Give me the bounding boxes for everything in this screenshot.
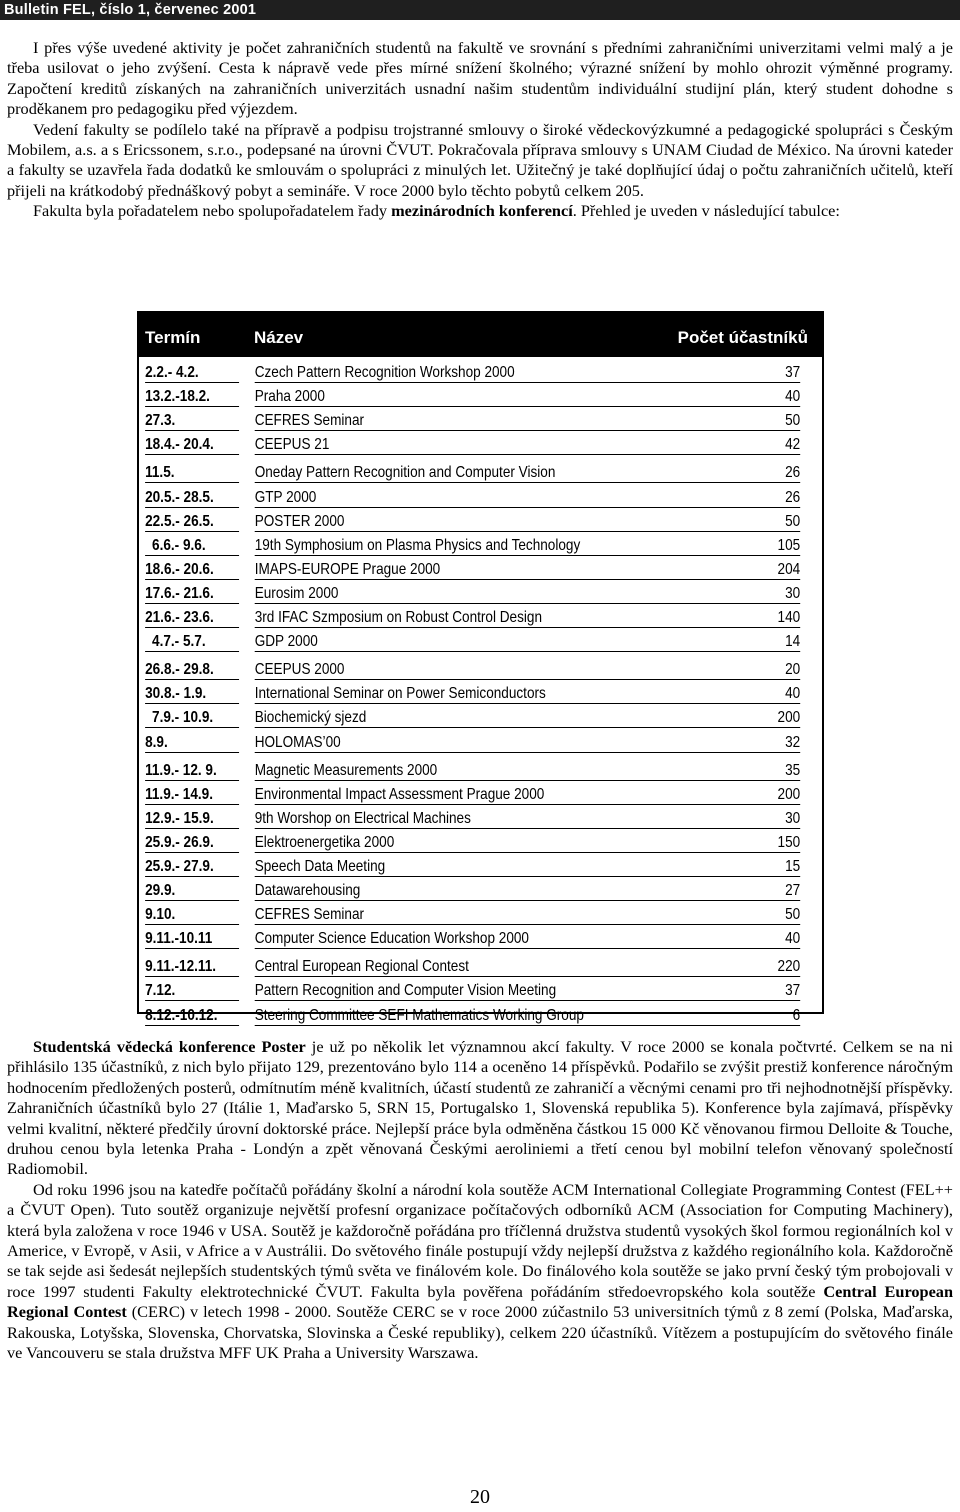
count-cell: 15 (687, 858, 800, 877)
term-cell: 8.12.-10.12. (145, 1007, 239, 1026)
intro-p3-text-a: Fakulta byla pořadatelem nebo spolupořadatelem řady (33, 201, 392, 221)
intro-section (7, 38, 953, 222)
count-cell: 6 (687, 1007, 800, 1026)
term-cell: 25.9.- 27.9. (145, 858, 239, 877)
term-cell: 7.9.- 10.9. (145, 709, 239, 728)
count-cell: 40 (687, 930, 800, 949)
count-cell: 220 (687, 958, 800, 977)
table-row (139, 485, 801, 509)
page-number: 20 (470, 1486, 490, 1508)
table-row (139, 955, 801, 979)
header-name: Název (254, 328, 304, 347)
term-cell: 30.8.- 1.9. (145, 685, 239, 704)
count-cell: 30 (687, 810, 800, 829)
term-cell: 25.9.- 26.9. (145, 834, 239, 853)
count-cell: 204 (687, 561, 800, 580)
term-cell: 9.10. (145, 906, 239, 925)
bulletin-title: Bulletin FEL, číslo 1, červenec 2001 (4, 2, 257, 18)
table-row (139, 534, 801, 558)
term-cell: 18.6.- 20.6. (145, 561, 239, 580)
table-row (139, 759, 801, 783)
table-row (139, 879, 801, 903)
count-cell: 50 (687, 513, 800, 532)
count-cell: 35 (687, 762, 800, 781)
bulletin-header (0, 0, 960, 20)
count-cell: 140 (687, 609, 800, 628)
table-row (139, 606, 801, 630)
intro-paragraph-3 (7, 201, 953, 221)
term-cell: 9.11.-10.11 (145, 930, 239, 949)
table-row (139, 730, 801, 754)
term-cell: 8.9. (145, 734, 239, 753)
count-cell: 27 (687, 882, 800, 901)
count-cell: 105 (687, 537, 800, 556)
intro-paragraph-2: Vedení fakulty se podílelo také na přípravě a podpisu trojstranné smlouvy o široké vědeckovýzkumné a pedagogické spolupráci s Českým Mobilem, a.s. a s Ericssonem, s.r.o., podepsané na úrovni ČVUT. Pokračovala příprava smlouvy s UNAM Ciudad de México. Na úrovni kateder a fakulty se uzavřela řada dodatků ke smlouvám o spolupráci z minulých let. Užitečný je také doplňující údaj o počtu zahraničních učitelů, kteří přijeli na krátkodobý přednáškový pobyt a semináře. V roce 2000 bylo těchto pobytů celkem 205. (7, 119, 953, 200)
count-cell: 150 (687, 834, 800, 853)
term-cell: 11.5. (145, 464, 239, 483)
header-count: Počet účastníků (677, 328, 808, 347)
header-term: Termín (145, 328, 201, 347)
table-header (139, 313, 822, 357)
acm-text-b: (CERC) v letech 1998 - 2000. Soutěže CERC se v roce 2000 zúčastnilo 53 universitních týmů z 8 zemí (Polska, Maďarska, Rakouska, Lotyšska, Slovenska, Chorvatska, Slovinska a České republiky), celkem 220 účastníků. Vítězem a postupujícím do světového finále ve Vancouveru se stala družstva MFF UK Praha a University Warszawa. (7, 1302, 953, 1363)
table-row (139, 807, 801, 831)
term-cell: 9.11.-12.11. (145, 958, 239, 977)
name-cell: 3rd IFAC Szmposium on Robust Control Design (255, 609, 716, 628)
name-cell: Speech Data Meeting (255, 858, 716, 877)
count-cell: 14 (687, 633, 800, 652)
table-row (139, 831, 801, 855)
table-row (139, 558, 801, 582)
table-row (139, 903, 801, 927)
term-cell: 11.9.- 14.9. (145, 786, 239, 805)
table-row (139, 361, 801, 385)
acm-bold: Central European Regional Contest (7, 1281, 953, 1322)
name-cell: POSTER 2000 (255, 513, 716, 532)
name-cell: Czech Pattern Recognition Workshop 2000 (255, 364, 716, 383)
count-cell: 42 (687, 436, 800, 455)
name-cell: Biochemický sjezd (255, 709, 716, 728)
table-row (139, 510, 801, 534)
term-cell: 12.9.- 15.9. (145, 810, 239, 829)
name-cell: Magnetic Measurements 2000 (255, 762, 716, 781)
intro-paragraph-1: I přes výše uvedené aktivity je počet zahraničních studentů na fakultě ve srovnání s předními zahraničními univerzitami velmi malý a je třeba usilovat o jeho zvýšení. Cesta k nápravě vede přes mírné snížení školného; výrazné snížení by mohlo ohrozit výměnné programy. Započtení kreditů získaných na zahraničních univerzitách usnadní našim studentům individuální studijní plán, který student dohodne s proděkanem pro pedagogiku před výjezdem. (7, 38, 953, 119)
acm-text-a: Od roku 1996 jsou na katedře počítačů pořádány školní a národní kola soutěže ACM International Collegiate Programming Contest (FEL++ a ČVUT Open). Tuto soutěž organizuje největší profesní organizace počítačových odborníků ACM (Association for Computing Machinery), která byla založena v roce 1946 v USA. Soutěž je každoročně pořádána pro tříčlenná družstva studentů vysokých škol formou regionálních kol v Americe, v Evropě, v Asii, v Africe a v Austrálii. Do světového finále postupují vždy nejlepší družstva z každého regionálního kola. Každoročně se tak sejde asi šedesát nejlepších studentských týmů světa ve finálovém kole. Do finálového kola soutěže se jako první český tým probojovali v roce 1997 studenti Fakulty elektrotechnické ČVUT. Fakulta byla pověřena pořádáním středoevropského kola soutěže (7, 1179, 953, 1301)
count-cell: 37 (687, 364, 800, 383)
table-row (139, 706, 801, 730)
intro-p3-bold: mezinárodních konferencí (391, 201, 573, 221)
term-cell: 29.9. (145, 882, 239, 901)
table-row (139, 927, 801, 951)
table-row (139, 630, 801, 654)
table-row (139, 582, 801, 606)
count-cell: 26 (687, 489, 800, 508)
term-cell: 27.3. (145, 412, 239, 431)
name-cell: GTP 2000 (255, 489, 716, 508)
table-row (139, 1003, 801, 1027)
table-row (139, 658, 801, 682)
term-cell: 21.6.- 23.6. (145, 609, 239, 628)
term-cell: 26.8.- 29.8. (145, 661, 239, 680)
name-cell: Environmental Impact Assessment Prague 2000 (255, 786, 716, 805)
count-cell: 32 (687, 734, 800, 753)
name-cell: International Seminar on Power Semiconductors (255, 685, 716, 704)
poster-text: je už po několik let významnou akcí fakulty. V roce 2000 se konala počtvrté. Celkem se na ni přihlásilo 135 účastníků, z nich bylo přijato 129, prezentováno bylo 114 a oceněno 14 příspěvků. Podařilo se zvýšit prestiž konference náročným hodnocením předložených posterů, odmítnutím méně kvalitních, účastí studentů ze zahraničí a věcnými cenami pro tři nejhodnotnější příspěvky. Zahraničních účastníků bylo 27 (Itálie 1, Maďarsko 5, SRN 15, Portugalsko 1, Slovenská republika 5). Konference byla zajímavá, příspěvky velmi kvalitní, některé předčily úrovní doktorské práce. Nejlepší práce byla odměněna částkou 15 000 Kč věnovanou firmou Delloite & Touche, druhou cenou byla letenka Praha - Londýn a zpět věnovaná Českými aeroliniemi a třetí cenou byl mobilní telefon věnovaný společností Radiomobil. (7, 1037, 953, 1179)
name-cell: GDP 2000 (255, 633, 716, 652)
name-cell: Computer Science Education Workshop 2000 (255, 930, 716, 949)
name-cell: 9th Worshop on Electrical Machines (255, 810, 716, 829)
count-cell: 40 (687, 388, 800, 407)
name-cell: IMAPS-EUROPE Prague 2000 (255, 561, 716, 580)
count-cell: 200 (687, 709, 800, 728)
body-section (7, 1037, 953, 1364)
body-paragraph-poster (7, 1037, 953, 1180)
conference-table (137, 311, 824, 1024)
table-row (139, 855, 801, 879)
name-cell: Steering Committee SEFI Mathematics Working Group (255, 1007, 716, 1026)
body-paragraph-acm (7, 1180, 953, 1364)
term-cell: 18.4.- 20.4. (145, 436, 239, 455)
name-cell: Eurosim 2000 (255, 585, 716, 604)
term-cell: 22.5.- 26.5. (145, 513, 239, 532)
name-cell: 19th Symphosium on Plasma Physics and Technology (255, 537, 716, 556)
term-cell: 11.9.- 12. 9. (145, 762, 239, 781)
term-cell: 17.6.- 21.6. (145, 585, 239, 604)
count-cell: 30 (687, 585, 800, 604)
name-cell: CEFRES Seminar (255, 412, 716, 431)
name-cell: CEEPUS 2000 (255, 661, 716, 680)
table-row (139, 461, 801, 485)
name-cell: HOLOMAS’00 (255, 734, 716, 753)
count-cell: 50 (687, 906, 800, 925)
count-cell: 20 (687, 661, 800, 680)
name-cell: CEEPUS 21 (255, 436, 716, 455)
name-cell: Datawarehousing (255, 882, 716, 901)
table-row (139, 979, 801, 1003)
term-cell: 4.7.- 5.7. (145, 633, 239, 652)
count-cell: 26 (687, 464, 800, 483)
table-body (139, 361, 801, 1028)
intro-p3-text-b: . Přehled je uveden v následující tabulce: (572, 201, 840, 221)
name-cell: Praha 2000 (255, 388, 716, 407)
name-cell: Pattern Recognition and Computer Vision Meeting (255, 982, 716, 1001)
table-row (139, 682, 801, 706)
count-cell: 200 (687, 786, 800, 805)
poster-bold: Studentská vědecká konference Poster (33, 1037, 306, 1056)
term-cell: 2.2.- 4.2. (145, 364, 239, 383)
term-cell: 13.2.-18.2. (145, 388, 239, 407)
count-cell: 37 (687, 982, 800, 1001)
name-cell: Elektroenergetika 2000 (255, 834, 716, 853)
count-cell: 40 (687, 685, 800, 704)
name-cell: Central European Regional Contest (255, 958, 716, 977)
term-cell: 20.5.- 28.5. (145, 489, 239, 508)
term-cell: 7.12. (145, 982, 239, 1001)
table-row (139, 783, 801, 807)
name-cell: Oneday Pattern Recognition and Computer Vision (255, 464, 716, 483)
table-row (139, 433, 801, 457)
table-row (139, 385, 801, 409)
count-cell: 50 (687, 412, 800, 431)
table-row (139, 409, 801, 433)
term-cell: 6.6.- 9.6. (145, 537, 239, 556)
name-cell: CEFRES Seminar (255, 906, 716, 925)
